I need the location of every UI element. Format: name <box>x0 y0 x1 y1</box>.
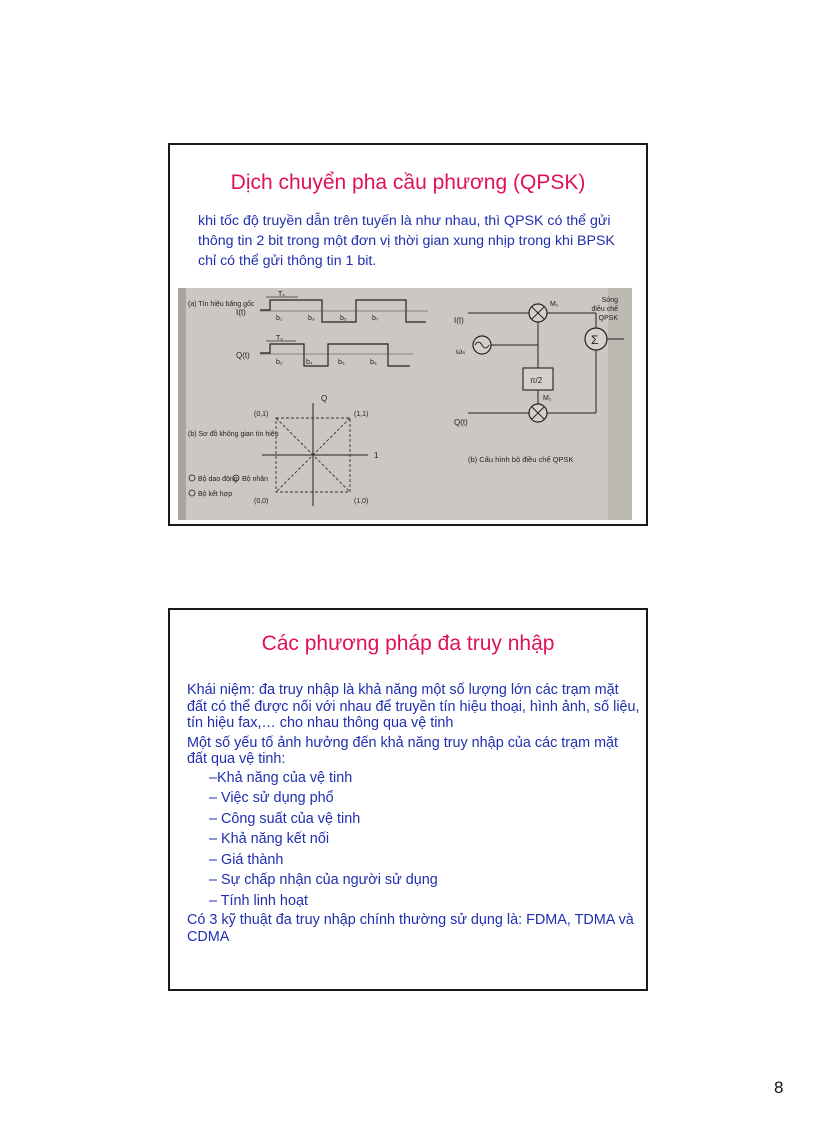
factors-intro: Một số yếu tố ảnh hưởng đến khả năng truy nhập của các trạm mặt đất qua vệ tinh: <box>187 734 619 767</box>
qpsk-figure <box>178 288 632 520</box>
bit-b6: b₆ <box>338 359 345 366</box>
omega-label: ωₛ <box>456 347 466 356</box>
list-item: – Việc sử dụng phổ <box>209 790 334 806</box>
bit-b8: b₈ <box>370 359 377 366</box>
output-label-3: QPSK <box>598 315 618 322</box>
q-signal-label: Q(t) <box>236 351 250 360</box>
slide-multiple-access <box>168 608 648 991</box>
closing-paragraph: Có 3 kỹ thuật đa truy nhập chính thường sử dụng là: FDMA, TDMA và CDMA <box>187 912 634 945</box>
sum-symbol: Σ <box>591 333 599 347</box>
list-item: –Khả năng của vệ tinh <box>209 769 353 786</box>
slide-title: Các phương pháp đa truy nhập <box>261 632 555 655</box>
legend-oscillator: Bộ dao động <box>198 476 238 483</box>
phase-shift-label: π/2 <box>530 376 543 385</box>
ts-label-q: Tₛ <box>276 335 283 342</box>
output-label-2: điều chế <box>591 306 618 313</box>
bit-b4: b₄ <box>306 359 313 366</box>
point-11: (1,1) <box>354 411 369 418</box>
m2-label: M₂ <box>543 395 552 402</box>
i-axis-label: 1 <box>374 451 379 460</box>
legend-combiner: Bộ kết hợp <box>198 491 233 498</box>
modulator-caption: (b) Cấu hình bộ điều chế QPSK <box>468 455 574 464</box>
list-item: – Giá thành <box>209 851 284 868</box>
slide-qpsk <box>168 143 648 526</box>
list-item: – Khả năng kết nối <box>209 831 330 847</box>
q-axis-label: Q <box>321 394 328 403</box>
mod-q-label: Q(t) <box>454 418 468 427</box>
list-item: – Công suất của vệ tinh <box>209 810 361 827</box>
ts-label-i: Tₛ <box>278 291 285 298</box>
panel-b-label: (b) Sơ đồ không gian tín hiệu <box>188 431 279 438</box>
mod-i-label: I(t) <box>454 316 464 325</box>
list-item: – Sự chấp nhận của người sử dụng <box>209 872 438 888</box>
output-label-1: Sóng <box>601 297 618 304</box>
bit-b3: b₃ <box>308 315 315 322</box>
concept-paragraph: Khái niệm: đa truy nhập là khả năng một số lượng lớn các trạm mặt đất có thể được nối với nhau để truyền tín hiệu thoại, hình ảnh, số liệu, tín hiệu fax,… cho nhau thông qua vệ tinh <box>187 682 640 731</box>
bit-b5: b₅ <box>340 315 347 322</box>
point-01: (0,1) <box>254 411 269 418</box>
slide-intro-text: khi tốc độ truyền dẫn trên tuyến là như nhau, thì QPSK có thể gửi thông tin 2 bit trong một đơn vị thời gian xung nhịp trong khi BPSK chỉ có thể gửi thông tin 1 bit. <box>198 213 615 269</box>
bit-b7: b₇ <box>372 315 379 322</box>
point-00: (0,0) <box>254 498 269 505</box>
factor-list <box>187 770 642 910</box>
bit-b1: b₁ <box>276 315 283 322</box>
list-item: – Tính linh hoạt <box>209 892 308 909</box>
point-10: (1,0) <box>354 498 369 505</box>
page-number: 8 <box>774 1078 784 1097</box>
slide-title: Dịch chuyển pha cầu phương (QPSK) <box>230 171 586 194</box>
panel-a-label: (a) Tín hiệu băng gốc <box>188 301 255 308</box>
legend-multiplier: Bộ nhân <box>242 476 269 483</box>
m1-label: M₁ <box>550 301 559 308</box>
slide-content <box>187 682 642 945</box>
i-signal-label: I(t) <box>236 308 246 317</box>
bit-b2: b₂ <box>276 359 283 366</box>
